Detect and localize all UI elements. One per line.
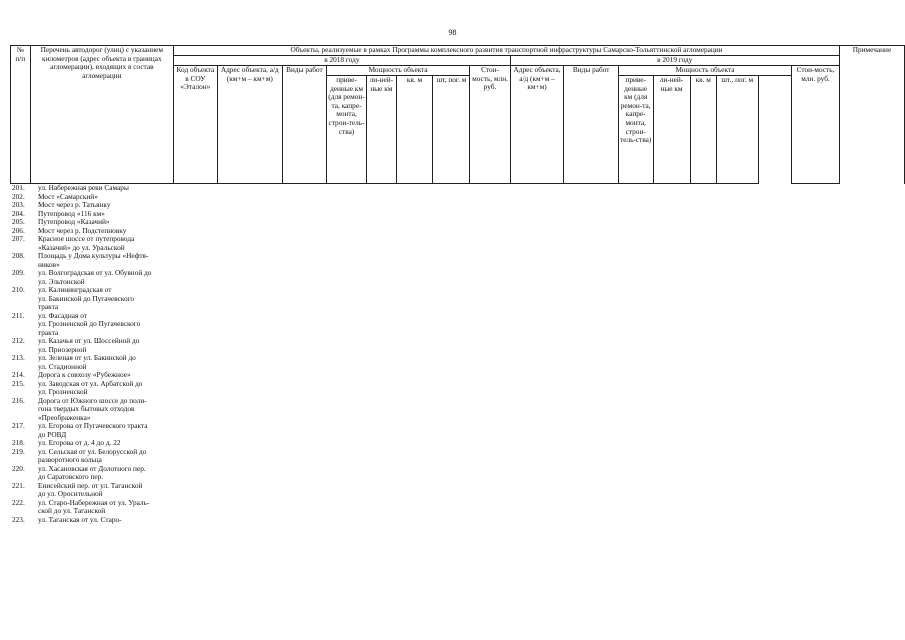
- row-number: 222.: [12, 497, 25, 507]
- row-text: Мост через р. Татьянку: [38, 200, 111, 209]
- header-capacity-2019: Мощность объекта: [618, 66, 791, 76]
- list-item: [12, 269, 212, 286]
- row-text: Путепровод «Казачий»: [38, 217, 110, 226]
- row-number: 223.: [12, 514, 25, 524]
- row-number: 219.: [12, 446, 25, 456]
- list-item: [12, 482, 212, 499]
- row-text: ул. Набережная реки Самары: [38, 183, 129, 192]
- header-note: Примечание: [839, 46, 904, 184]
- header-works-2019: Виды работ: [564, 66, 618, 184]
- row-text: ул. Сельская от ул. Белорусской до разворотного кольца: [38, 446, 147, 464]
- row-text: ул. Фасадная от ул. Грозненской до Пугачевского тракта: [38, 310, 141, 337]
- row-number: 215.: [12, 378, 25, 388]
- row-number: 221.: [12, 480, 25, 490]
- row-number: 216.: [12, 395, 25, 405]
- header-pcs: шт, пог. м: [433, 76, 470, 184]
- header-reduced-km: приве-денные км (для ремон-та, капре-монта, строи-тель-ства): [326, 76, 366, 184]
- list-item: [12, 465, 212, 482]
- list-item: [12, 499, 212, 516]
- row-number: 202.: [12, 191, 25, 201]
- header-cost-2019: Стои-мость, млн. руб.: [792, 66, 840, 184]
- row-number: 211.: [12, 310, 25, 320]
- header-address: Адрес объекта, а/д (км+м – км+м): [217, 66, 282, 184]
- row-text: Мост через р. Подстепновку: [38, 225, 127, 235]
- list-item: [12, 252, 212, 269]
- header-table: [10, 45, 905, 184]
- header-number: № п/п: [11, 46, 31, 184]
- page-number: 98: [448, 28, 457, 37]
- row-text: Дорога от Южного шоссе до поли- гона твердых бытовых отходов «Преображенка»: [38, 395, 147, 422]
- row-number: 209.: [12, 268, 25, 277]
- list-item: [12, 516, 212, 525]
- header-year-2019: в 2019 году: [510, 56, 839, 66]
- list-item: [12, 235, 212, 252]
- header-code: Код объекта в СОУ «Эталон»: [174, 66, 218, 184]
- row-number: 210.: [12, 285, 25, 294]
- list-item: [12, 354, 212, 371]
- header-linear-km: ли-ней-ные км: [367, 76, 396, 184]
- header-objects: Объекты, реализуемые в рамках Программы комплексного развития транспортной инфраструктуры Самарско-Тольяттинской агломерации: [174, 46, 840, 56]
- road-list: [12, 184, 212, 524]
- row-number: 207.: [12, 234, 25, 243]
- row-text: Дорога к совхозу «Рубежное»: [38, 370, 131, 379]
- row-text: Мост «Самарский»: [38, 191, 98, 201]
- row-number: 206.: [12, 225, 25, 235]
- row-text: ул. Казачья от ул. Шоссейной до ул. Приозерной: [38, 336, 140, 354]
- row-number: 203.: [12, 200, 25, 209]
- row-number: 204.: [12, 208, 25, 218]
- header-linear-km-2019: ли-ней-ные км: [653, 76, 690, 184]
- row-number: 213.: [12, 353, 25, 362]
- row-text: ул. Егорова от Пугачевского тракта до РОВД: [38, 421, 148, 439]
- header-sqm-2019: кв. м: [690, 76, 716, 184]
- row-text: ул. Заводская от ул. Арбатской до ул. Грозненской: [38, 378, 143, 396]
- row-text: Красное шоссе от путепровода «Казачий» до ул. Уральской: [38, 234, 135, 252]
- row-text: ул. Волгоградская от ул. Обувной до ул. Эльтонской: [38, 268, 152, 286]
- header-sqm: кв. м: [396, 76, 433, 184]
- row-text: ул. Таганская от ул. Старо-: [38, 514, 122, 524]
- list-item: [12, 380, 212, 397]
- header-works: Виды работ: [282, 66, 326, 184]
- list-item: [12, 312, 212, 338]
- row-text: ул. Калининградская от ул. Бакинской до Пугачевского тракта: [38, 285, 135, 311]
- header-capacity: Мощность объекта: [326, 66, 470, 76]
- row-number: 205.: [12, 217, 25, 226]
- row-number: 218.: [12, 438, 25, 447]
- row-text: ул. Хасановская от Долотного пер. до Саратовского пер.: [38, 463, 146, 481]
- row-text: Площадь у Дома культуры «Нефтя- ников»: [38, 251, 149, 269]
- row-text: ул. Егорова от д. 4 до д. 22: [38, 438, 121, 447]
- row-text: Путепровод «116 км»: [38, 208, 105, 218]
- row-text: Енисейский пер. от ул. Таганской до ул. Оросительной: [38, 480, 143, 498]
- list-item: [12, 422, 212, 439]
- header-year-2018: в 2018 году: [174, 56, 511, 66]
- list-item: [12, 337, 212, 354]
- header-road-list: Перечень автодорог (улиц) с указанием километров (адрес объекта в границах агломерации), входящих в состав агломерации: [30, 46, 174, 184]
- row-text: ул. Зеленая от ул. Бакинской до ул. Стадионной: [38, 353, 136, 371]
- list-item: [12, 448, 212, 465]
- header-pcs-2019: шт., пог. м: [716, 76, 758, 184]
- row-number: 214.: [12, 370, 25, 379]
- header-address-2019: Адрес объекта, а/д (км+м – км+м): [510, 66, 564, 184]
- list-item: [12, 397, 212, 423]
- row-number: 201.: [12, 183, 25, 192]
- header-reduced-km-2019: приве-денные км (для ремон-та, капре-монта, строи-тель-ства): [618, 76, 653, 184]
- row-number: 212.: [12, 336, 25, 345]
- row-text: ул. Старо-Набережная от ул. Ураль- ской до ул. Таганской: [38, 497, 150, 515]
- list-item: [12, 286, 212, 312]
- row-number: 220.: [12, 463, 25, 473]
- row-number: 217.: [12, 421, 25, 430]
- header-cost: Стои-мость, млн. руб.: [470, 66, 510, 184]
- row-number: 208.: [12, 251, 25, 260]
